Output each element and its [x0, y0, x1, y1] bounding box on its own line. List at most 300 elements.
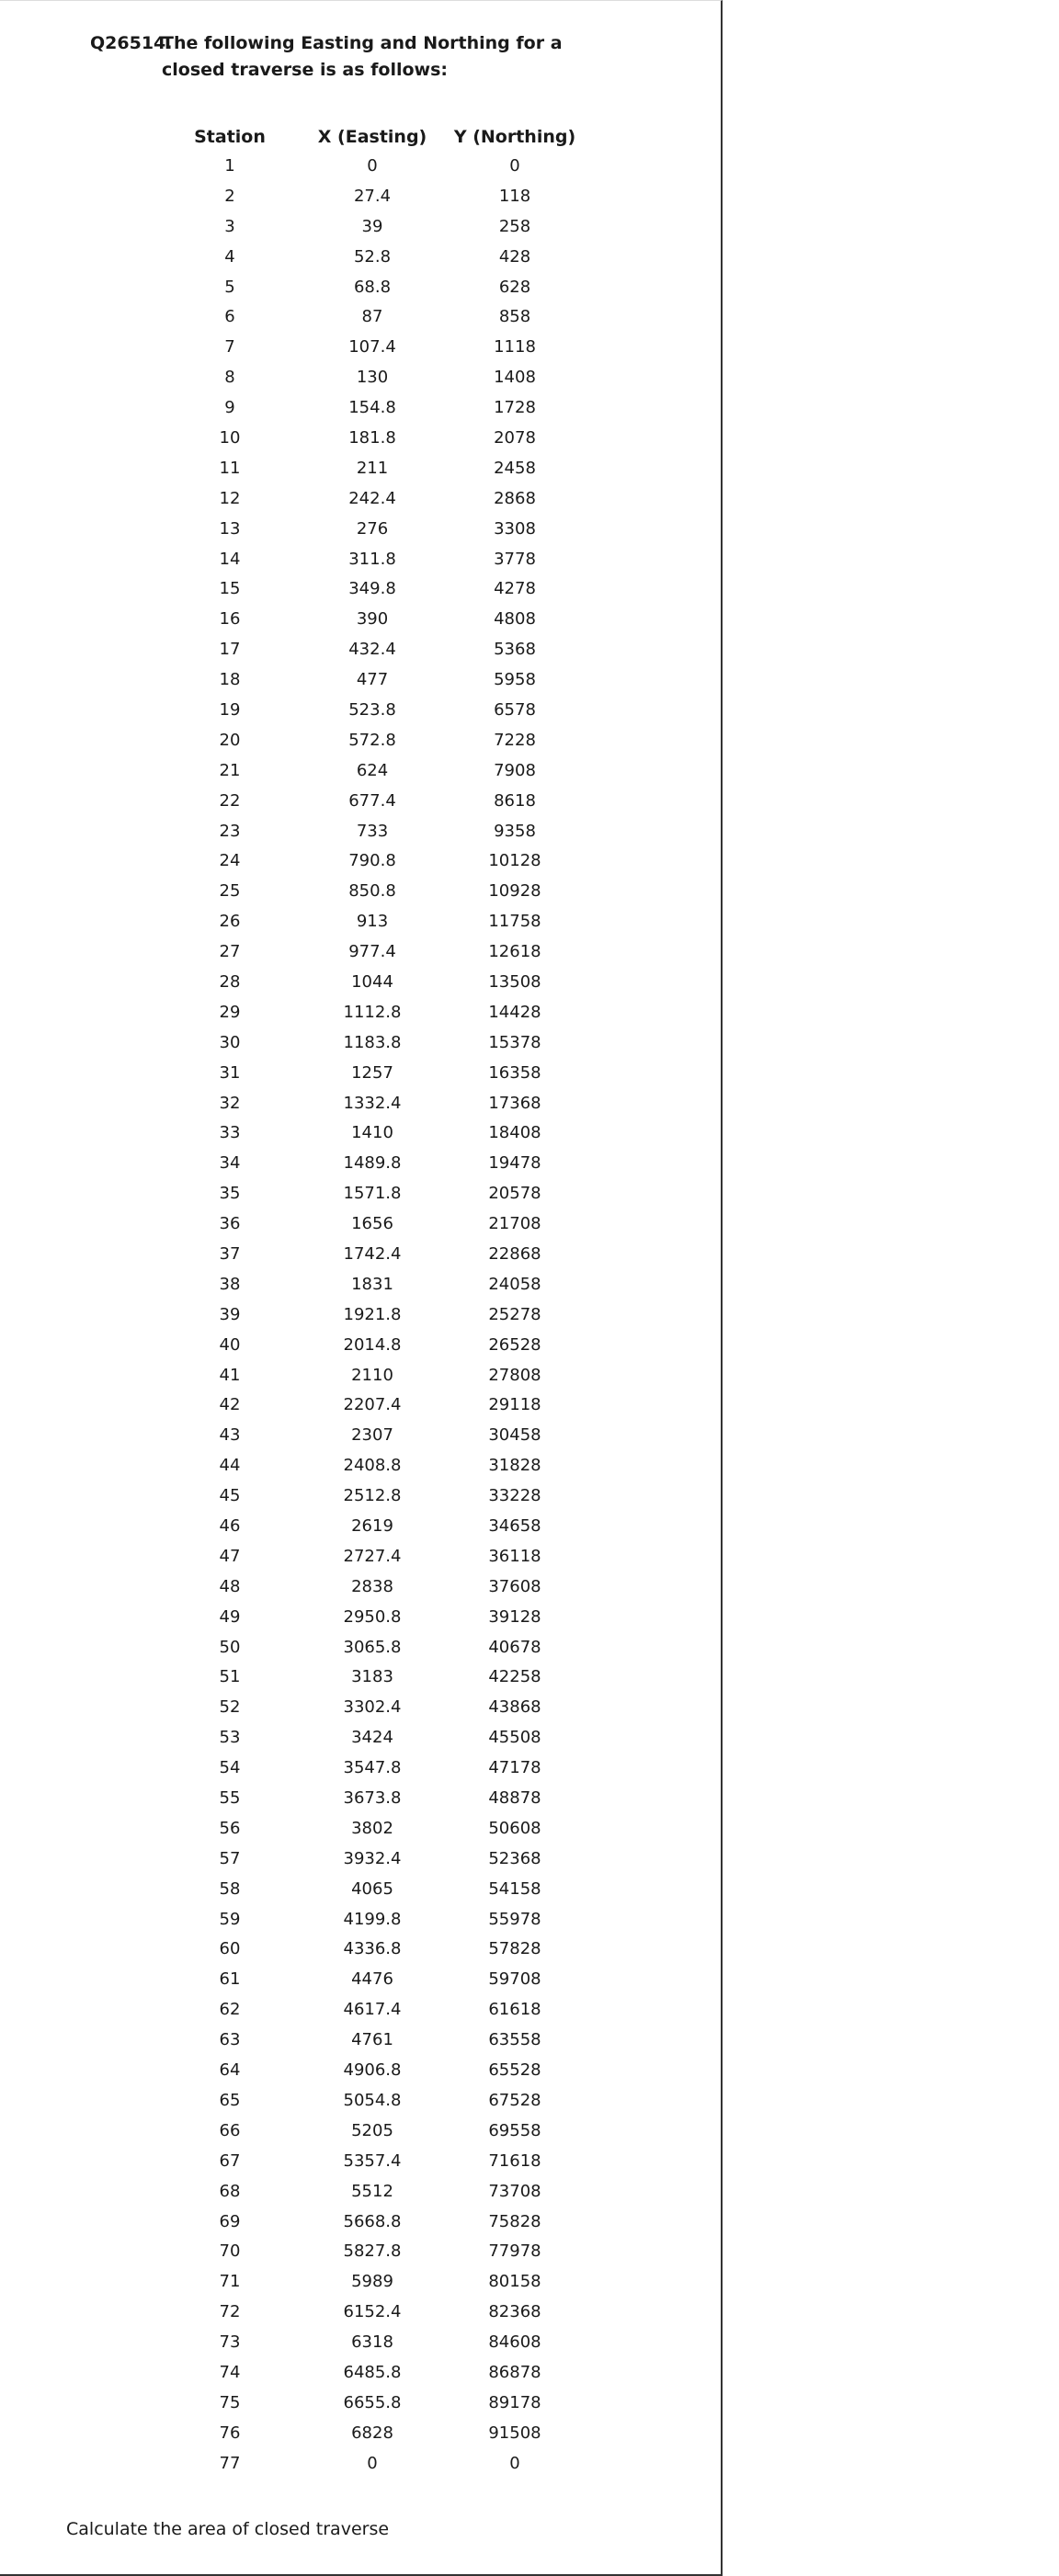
station-cell: 29	[219, 1002, 241, 1022]
easting-cell: 6152.4	[343, 2302, 402, 2322]
easting-cell: 276	[356, 518, 389, 539]
table-row	[165, 2025, 579, 2055]
easting-cell: 1410	[351, 1123, 393, 1143]
table-row	[165, 997, 579, 1027]
northing-cell: 77978	[488, 2241, 541, 2262]
station-cell: 52	[219, 1697, 241, 1718]
easting-cell: 624	[356, 760, 389, 780]
station-cell: 56	[219, 1818, 241, 1838]
station-cell: 62	[219, 2000, 241, 2020]
easting-cell: 1571.8	[343, 1184, 402, 1204]
easting-cell: 3673.8	[343, 1788, 402, 1809]
table-row	[165, 1299, 579, 1330]
easting-cell: 2408.8	[343, 1456, 402, 1476]
table-row	[165, 301, 579, 332]
question-number: Q26514.	[90, 33, 173, 53]
easting-cell: 3065.8	[343, 1637, 402, 1657]
table-row	[165, 2085, 579, 2116]
table-row	[165, 423, 579, 453]
northing-cell: 428	[498, 246, 531, 267]
easting-cell: 68.8	[353, 277, 392, 297]
northing-cell: 80158	[488, 2272, 541, 2292]
table-row	[165, 2388, 579, 2418]
station-cell: 30	[219, 1032, 241, 1052]
station-cell: 69	[219, 2211, 241, 2231]
easting-cell: 1112.8	[343, 1002, 402, 1022]
station-cell: 68	[219, 2181, 241, 2201]
easting-cell: 0	[367, 155, 378, 176]
station-cell: 66	[219, 2120, 241, 2140]
station-cell: 9	[224, 398, 235, 418]
easting-cell: 1656	[351, 1214, 393, 1234]
easting-cell: 1183.8	[343, 1032, 402, 1052]
table-row	[165, 1148, 579, 1178]
station-cell: 37	[219, 1244, 241, 1264]
table-row	[165, 2297, 579, 2327]
table-row	[165, 1935, 579, 1965]
easting-cell: 2110	[351, 1365, 393, 1385]
table-row	[165, 786, 579, 816]
station-cell: 60	[219, 1939, 241, 1959]
northing-cell: 258	[498, 216, 531, 236]
station-cell: 26	[219, 912, 241, 932]
easting-cell: 4617.4	[343, 2000, 402, 2020]
table-row	[165, 1118, 579, 1149]
northing-cell: 22868	[488, 1244, 541, 1264]
northing-cell: 16358	[488, 1062, 541, 1083]
easting-cell: 4065	[351, 1878, 393, 1899]
easting-cell: 0	[367, 2453, 378, 2473]
easting-cell: 477	[356, 670, 389, 690]
easting-cell: 6828	[351, 2423, 393, 2443]
northing-cell: 20578	[488, 1184, 541, 1204]
easting-cell: 432.4	[348, 640, 396, 660]
station-cell: 44	[219, 1456, 241, 1476]
station-cell: 51	[219, 1667, 241, 1687]
northing-cell: 118	[498, 186, 531, 206]
station-cell: 47	[219, 1546, 241, 1566]
table-row	[165, 876, 579, 906]
easting-cell: 2838	[351, 1576, 393, 1596]
northing-cell: 57828	[488, 1939, 541, 1959]
table-row	[165, 1602, 579, 1632]
easting-cell: 3302.4	[343, 1697, 402, 1718]
northing-cell: 1728	[494, 398, 536, 418]
table-row	[165, 573, 579, 604]
easting-cell: 2619	[351, 1516, 393, 1537]
table-row	[165, 755, 579, 786]
easting-cell: 242.4	[348, 488, 396, 508]
station-cell: 25	[219, 881, 241, 902]
station-cell: 34	[219, 1153, 241, 1174]
table-row	[165, 453, 579, 483]
station-cell: 50	[219, 1637, 241, 1657]
easting-cell: 87	[361, 307, 383, 327]
easting-cell: 2950.8	[343, 1606, 402, 1627]
station-cell: 12	[219, 488, 241, 508]
easting-cell: 2512.8	[343, 1486, 402, 1506]
station-cell: 43	[219, 1425, 241, 1446]
northing-cell: 48878	[488, 1788, 541, 1809]
northing-cell: 3308	[494, 518, 536, 539]
northing-cell: 34658	[488, 1516, 541, 1537]
easting-cell: 3932.4	[343, 1848, 402, 1868]
northing-cell: 1118	[494, 337, 536, 357]
station-cell: 72	[219, 2302, 241, 2322]
easting-cell: 1921.8	[343, 1304, 402, 1324]
table-row	[165, 181, 579, 211]
northing-cell: 69558	[488, 2120, 541, 2140]
easting-cell: 2207.4	[343, 1395, 402, 1415]
northing-cell: 17368	[488, 1093, 541, 1113]
easting-cell: 6485.8	[343, 2362, 402, 2382]
table-row	[165, 1783, 579, 1813]
station-cell: 33	[219, 1123, 241, 1143]
northing-cell: 42258	[488, 1667, 541, 1687]
northing-cell: 12618	[488, 942, 541, 962]
northing-cell: 33228	[488, 1486, 541, 1506]
easting-cell: 2727.4	[343, 1546, 402, 1566]
station-cell: 21	[219, 760, 241, 780]
traverse-table	[165, 123, 579, 2479]
northing-cell: 82368	[488, 2302, 541, 2322]
question-text: The following Easting and Northing for a closed traverse is as follows:	[162, 33, 563, 80]
table-row	[165, 2327, 579, 2357]
northing-cell: 52368	[488, 1848, 541, 1868]
station-cell: 71	[219, 2272, 241, 2292]
easting-cell: 572.8	[348, 730, 396, 750]
table-row	[165, 1662, 579, 1693]
northing-cell: 67528	[488, 2090, 541, 2110]
easting-cell: 211	[356, 458, 389, 478]
table-row	[165, 2448, 579, 2479]
northing-cell: 7908	[494, 760, 536, 780]
northing-cell: 86878	[488, 2362, 541, 2382]
northing-cell: 10928	[488, 881, 541, 902]
station-cell: 1	[224, 155, 235, 176]
table-row	[165, 1572, 579, 1602]
station-cell: 45	[219, 1486, 241, 1506]
northing-cell: 75828	[488, 2211, 541, 2231]
station-cell: 42	[219, 1395, 241, 1415]
easting-cell: 1257	[351, 1062, 393, 1083]
northing-cell: 47178	[488, 1758, 541, 1778]
northing-cell: 9358	[494, 821, 536, 841]
table-row	[165, 1209, 579, 1239]
northing-cell: 36118	[488, 1546, 541, 1566]
easting-cell: 5827.8	[343, 2241, 402, 2262]
easting-cell: 4199.8	[343, 1909, 402, 1929]
northing-cell: 65528	[488, 2060, 541, 2081]
northing-cell: 45508	[488, 1728, 541, 1748]
easting-cell: 6655.8	[343, 2392, 402, 2412]
easting-cell: 2307	[351, 1425, 393, 1446]
station-cell: 77	[219, 2453, 241, 2473]
table-row	[165, 332, 579, 362]
easting-cell: 390	[356, 609, 389, 630]
easting-cell: 1332.4	[343, 1093, 402, 1113]
northing-cell: 61618	[488, 2000, 541, 2020]
northing-cell: 73708	[488, 2181, 541, 2201]
table-row	[165, 242, 579, 272]
northing-cell: 55978	[488, 1909, 541, 1929]
table-row	[165, 695, 579, 725]
station-cell: 14	[219, 549, 241, 569]
northing-cell: 628	[498, 277, 531, 297]
easting-cell: 39	[361, 216, 383, 236]
northing-cell: 71618	[488, 2150, 541, 2171]
easting-cell: 3424	[351, 1728, 393, 1748]
northing-cell: 43868	[488, 1697, 541, 1718]
table-row	[165, 634, 579, 664]
table-row	[165, 1390, 579, 1421]
station-cell: 67	[219, 2150, 241, 2171]
northing-cell: 10128	[488, 851, 541, 871]
easting-cell: 1831	[351, 1274, 393, 1294]
northing-cell: 4808	[494, 609, 536, 630]
northing-cell: 54158	[488, 1878, 541, 1899]
easting-cell: 52.8	[353, 246, 392, 267]
station-cell: 11	[219, 458, 241, 478]
northing-cell: 0	[509, 155, 520, 176]
table-row	[165, 1722, 579, 1753]
easting-cell: 130	[356, 368, 389, 388]
easting-cell: 3183	[351, 1667, 393, 1687]
station-cell: 58	[219, 1878, 241, 1899]
station-cell: 10	[219, 427, 241, 448]
easting-cell: 5205	[351, 2120, 393, 2140]
northing-cell: 63558	[488, 2030, 541, 2050]
northing-cell: 14428	[488, 1002, 541, 1022]
northing-cell: 37608	[488, 1576, 541, 1596]
table-row	[165, 967, 579, 997]
station-cell: 6	[224, 307, 235, 327]
table-row	[165, 2236, 579, 2266]
station-cell: 64	[219, 2060, 241, 2081]
easting-cell: 1489.8	[343, 1153, 402, 1174]
station-cell: 49	[219, 1606, 241, 1627]
table-row	[165, 1450, 579, 1481]
table-row	[165, 2207, 579, 2237]
northing-cell: 21708	[488, 1214, 541, 1234]
station-cell: 19	[219, 699, 241, 720]
station-cell: 16	[219, 609, 241, 630]
easting-cell: 913	[356, 912, 389, 932]
table-row	[165, 2146, 579, 2176]
station-cell: 46	[219, 1516, 241, 1537]
easting-cell: 790.8	[348, 851, 396, 871]
table-row	[165, 936, 579, 967]
easting-cell: 2014.8	[343, 1334, 402, 1355]
easting-cell: 733	[356, 821, 389, 841]
easting-cell: 5512	[351, 2181, 393, 2201]
table-row	[165, 1269, 579, 1299]
table-row	[165, 1753, 579, 1783]
easting-cell: 1044	[351, 971, 393, 992]
table-row	[165, 544, 579, 574]
northing-cell: 30458	[488, 1425, 541, 1446]
station-cell: 20	[219, 730, 241, 750]
northing-cell: 39128	[488, 1606, 541, 1627]
northing-cell: 31828	[488, 1456, 541, 1476]
northing-cell: 2458	[494, 458, 536, 478]
easting-cell: 311.8	[348, 549, 396, 569]
easting-cell: 3802	[351, 1818, 393, 1838]
northing-cell: 89178	[488, 2392, 541, 2412]
station-cell: 15	[219, 579, 241, 599]
table-row	[165, 725, 579, 755]
northing-cell: 40678	[488, 1637, 541, 1657]
table-row	[165, 1994, 579, 2025]
station-cell: 73	[219, 2332, 241, 2353]
table-row	[165, 1844, 579, 1874]
northing-cell: 8618	[494, 790, 536, 811]
station-cell: 63	[219, 2030, 241, 2050]
northing-cell: 29118	[488, 1395, 541, 1415]
table-row	[165, 2116, 579, 2146]
station-cell: 41	[219, 1365, 241, 1385]
station-cell: 54	[219, 1758, 241, 1778]
station-cell: 28	[219, 971, 241, 992]
northing-cell: 84608	[488, 2332, 541, 2353]
easting-cell: 677.4	[348, 790, 396, 811]
station-cell: 8	[224, 368, 235, 388]
easting-cell: 181.8	[348, 427, 396, 448]
station-cell: 74	[219, 2362, 241, 2382]
easting-cell: 5054.8	[343, 2090, 402, 2110]
table-row	[165, 392, 579, 423]
northing-cell: 0	[509, 2453, 520, 2473]
table-row	[165, 1511, 579, 1541]
station-cell: 27	[219, 942, 241, 962]
header-station: Station	[194, 127, 266, 147]
easting-cell: 5989	[351, 2272, 393, 2292]
northing-cell: 26528	[488, 1334, 541, 1355]
table-row	[165, 1058, 579, 1088]
table-row	[165, 272, 579, 302]
table-row	[165, 1964, 579, 1994]
easting-cell: 5668.8	[343, 2211, 402, 2231]
table-row	[165, 2357, 579, 2388]
station-cell: 36	[219, 1214, 241, 1234]
easting-cell: 6318	[351, 2332, 393, 2353]
northing-cell: 4278	[494, 579, 536, 599]
table-row	[165, 211, 579, 242]
station-cell: 65	[219, 2090, 241, 2110]
table-row	[165, 816, 579, 846]
easting-cell: 3547.8	[343, 1758, 402, 1778]
station-cell: 32	[219, 1093, 241, 1113]
station-cell: 22	[219, 790, 241, 811]
table-row	[165, 1178, 579, 1209]
station-cell: 7	[224, 337, 235, 357]
northing-cell: 25278	[488, 1304, 541, 1324]
easting-cell: 4761	[351, 2030, 393, 2050]
northing-cell: 19478	[488, 1153, 541, 1174]
northing-cell: 13508	[488, 971, 541, 992]
station-cell: 55	[219, 1788, 241, 1809]
table-row	[165, 1874, 579, 1904]
table-row	[165, 1027, 579, 1058]
table-row	[165, 1813, 579, 1844]
easting-cell: 349.8	[348, 579, 396, 599]
station-cell: 31	[219, 1062, 241, 1083]
easting-cell: 523.8	[348, 699, 396, 720]
northing-cell: 2868	[494, 488, 536, 508]
northing-cell: 18408	[488, 1123, 541, 1143]
easting-cell: 107.4	[348, 337, 396, 357]
northing-cell: 11758	[488, 912, 541, 932]
table-row	[165, 2266, 579, 2297]
northing-cell: 27808	[488, 1365, 541, 1385]
northing-cell: 91508	[488, 2423, 541, 2443]
table-row	[165, 906, 579, 936]
table-row	[165, 1632, 579, 1662]
easting-cell: 5357.4	[343, 2150, 402, 2171]
header-northing: Y (Northing)	[453, 127, 576, 147]
easting-cell: 4906.8	[343, 2060, 402, 2081]
easting-cell: 4336.8	[343, 1939, 402, 1959]
easting-cell: 977.4	[348, 942, 396, 962]
table-row	[165, 514, 579, 544]
station-cell: 59	[219, 1909, 241, 1929]
table-row	[165, 1088, 579, 1118]
table-row	[165, 362, 579, 392]
station-cell: 75	[219, 2392, 241, 2412]
table-row	[165, 2055, 579, 2085]
station-cell: 35	[219, 1184, 241, 1204]
station-cell: 40	[219, 1334, 241, 1355]
northing-cell: 59708	[488, 1969, 541, 1990]
easting-cell: 4476	[351, 1969, 393, 1990]
table-row	[165, 1360, 579, 1390]
station-cell: 2	[224, 186, 235, 206]
easting-cell: 1742.4	[343, 1244, 402, 1264]
station-cell: 53	[219, 1728, 241, 1748]
table-row	[165, 664, 579, 695]
northing-cell: 7228	[494, 730, 536, 750]
station-cell: 23	[219, 821, 241, 841]
table-row	[165, 1420, 579, 1450]
northing-cell: 5368	[494, 640, 536, 660]
station-cell: 70	[219, 2241, 241, 2262]
station-cell: 38	[219, 1274, 241, 1294]
northing-cell: 5958	[494, 670, 536, 690]
table-row	[165, 483, 579, 514]
station-cell: 57	[219, 1848, 241, 1868]
station-cell: 24	[219, 851, 241, 871]
northing-cell: 2078	[494, 427, 536, 448]
station-cell: 17	[219, 640, 241, 660]
table-row	[165, 151, 579, 181]
station-cell: 4	[224, 246, 235, 267]
station-cell: 48	[219, 1576, 241, 1596]
table-row	[165, 1904, 579, 1935]
table-row	[165, 845, 579, 876]
easting-cell: 850.8	[348, 881, 396, 902]
table-row	[165, 604, 579, 634]
station-cell: 61	[219, 1969, 241, 1990]
station-cell: 18	[219, 670, 241, 690]
easting-cell: 27.4	[353, 186, 392, 206]
table-row	[165, 2176, 579, 2207]
instruction-text: Calculate the area of closed traverse	[66, 2519, 390, 2539]
table-body	[165, 151, 579, 2479]
table-row	[165, 1239, 579, 1269]
easting-cell: 154.8	[348, 398, 396, 418]
table-row	[165, 1481, 579, 1511]
header-easting: X (Easting)	[317, 127, 427, 147]
